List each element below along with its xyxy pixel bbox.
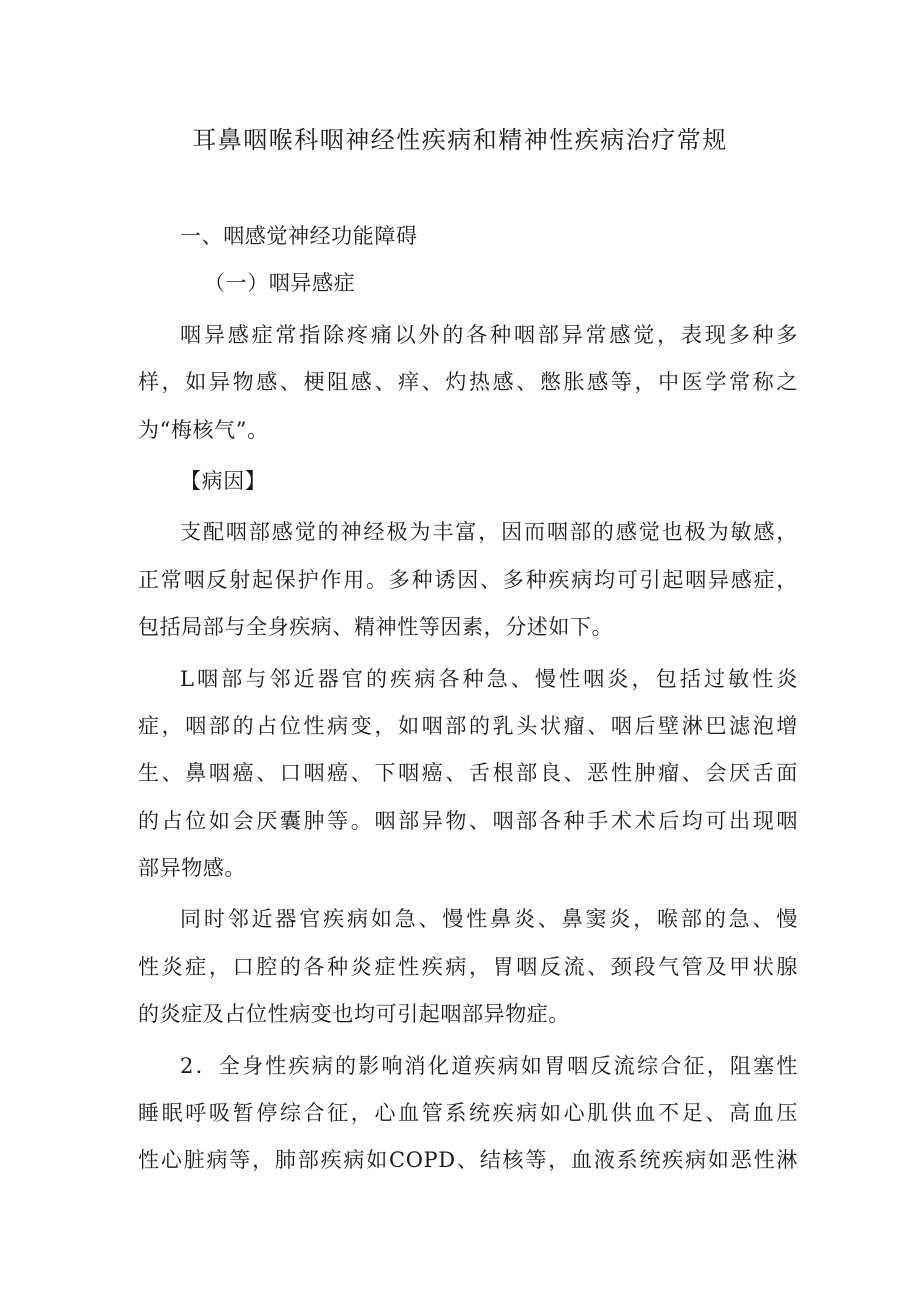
paragraph-line: 样，如异物感、梗阻感、痒、灼热感、憋胀感等，中医学常称之 bbox=[138, 370, 798, 395]
paragraph-line: 症，咽部的占位性病变，如咽部的乳头状瘤、咽后壁淋巴滤泡增 bbox=[138, 713, 798, 738]
paragraph-line: 部异物感。 bbox=[138, 856, 246, 881]
paragraph-line: 睡眠呼吸暂停综合征，心血管系统疾病如心肌供血不足、高血压 bbox=[138, 1101, 798, 1126]
paragraph-line: 同时邻近器官疾病如急、慢性鼻炎、鼻窦炎，喉部的急、慢 bbox=[180, 907, 798, 932]
paragraph-line: 2．全身性疾病的影响消化道疾病如胃咽反流综合征，阻塞性 bbox=[180, 1053, 798, 1078]
paragraph-line: L咽部与邻近器官的疾病各种急、慢性咽炎，包括过敏性炎 bbox=[180, 666, 798, 691]
paragraph-line: 生、鼻咽癌、口咽癌、下咽癌、舌根部良、恶性肿瘤、会厌舌面 bbox=[138, 761, 798, 786]
section-label: 【病因】 bbox=[180, 468, 267, 493]
paragraph-line: 正常咽反射起保护作用。多种诱因、多种疾病均可引起咽异感症， bbox=[138, 567, 798, 592]
paragraph-line: 的占位如会厌囊肿等。咽部异物、咽部各种手术术后均可出现咽 bbox=[138, 808, 798, 833]
paragraph-line: 包括局部与全身疾病、精神性等因素，分述如下。 bbox=[138, 615, 614, 640]
subsection-heading: （一）咽异感症 bbox=[204, 271, 356, 296]
document-body bbox=[138, 213, 798, 1185]
paragraph-line: 为“梅核气”。 bbox=[138, 417, 269, 442]
paragraph-line: 的炎症及占位性病变也均可引起咽部异物症。 bbox=[138, 1002, 570, 1027]
paragraph-line: 咽异感症常指除疼痛以外的各种咽部异常感觉，表现多种多 bbox=[180, 322, 798, 347]
document-title: 耳鼻咽喉科咽神经性疾病和精神性疾病治疗常规 bbox=[192, 126, 728, 154]
paragraph-line: 支配咽部感觉的神经极为丰富，因而咽部的感觉也极为敏感， bbox=[180, 520, 798, 545]
paragraph-line: 性心脏病等，肺部疾病如COPD、结核等，血液系统疾病如恶性淋 bbox=[138, 1148, 798, 1173]
section-heading: 一、咽感觉神经功能障碍 bbox=[180, 224, 418, 248]
paragraph-line: 性炎症，口腔的各种炎症性疾病，胃咽反流、颈段气管及甲状腺 bbox=[138, 954, 798, 979]
